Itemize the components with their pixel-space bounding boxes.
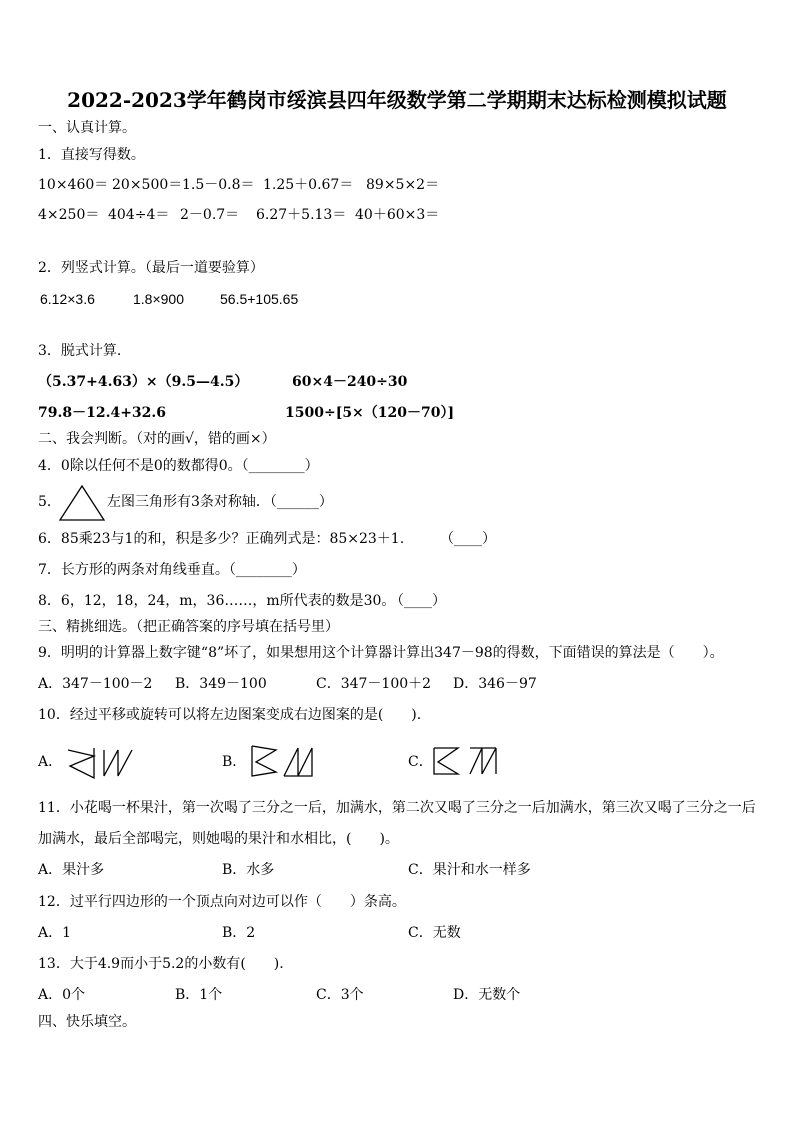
option-a-right-pattern [104, 750, 132, 776]
q3-label: 3．脱式计算. [38, 343, 122, 359]
q8-answer-blank: （____） [390, 593, 446, 609]
q13-option-b: B．1个 [175, 987, 223, 1003]
q10-option-a-figure [64, 744, 138, 782]
option-c-right-pattern [470, 748, 496, 774]
q13-option-c: C．3个 [316, 987, 364, 1003]
q10-option-b-figure [248, 742, 316, 780]
q8-text: 8．6，12，18，24，m，36……，m所代表的数是30。 [38, 593, 396, 609]
q3-item: 79.8－12.4+32.6 [38, 405, 167, 421]
q10-option-b-label: B． [222, 754, 247, 770]
q1-item: 1.5－0.8＝ [182, 177, 255, 193]
option-a-left-pattern [68, 748, 94, 778]
q11-option-c: C．果汁和水一样多 [408, 862, 531, 878]
q9-text: 9．明明的计算器上数字键“8”坏了，如果想用这个计算器计算出347－98的得数，下面错误的算法是（ ）。 [38, 645, 724, 661]
q6-answer-blank: （____） [440, 531, 496, 547]
q1-item: 1.25＋0.67＝ [263, 177, 354, 193]
q4-text: 4．0除以任何不是0的数都得0。（________） [38, 458, 319, 474]
q10-option-c-figure [430, 742, 502, 780]
q9-option-a: A．347－100－2 [38, 676, 153, 692]
q12-option-a: A．1 [38, 925, 72, 941]
page-title: 2022-2023学年鹤岗市绥滨县四年级数学第二学期期末达标检测模拟试题 [67, 88, 727, 112]
q3-item: 60×4－240÷30 [292, 374, 408, 390]
q1-item: 10×460＝ [38, 177, 109, 193]
q3-item: 1500÷[5×（120－70）] [285, 405, 455, 421]
q10-text: 10．经过平移或旋转可以将左边图案变成右边图案的是( ). [38, 707, 422, 723]
q9-option-c: C．347－100＋2 [316, 676, 432, 692]
q2-item: 6.12×3.6 [40, 291, 95, 307]
q7-text: 7．长方形的两条对角线垂直。（________） [38, 562, 306, 578]
q12-option-c: C．无数 [408, 925, 461, 941]
q9-option-b: B．349－100 [175, 676, 267, 692]
q13-option-d: D．无数个 [453, 987, 521, 1003]
q5-number: 5． [38, 494, 61, 510]
q2-item: 56.5+105.65 [220, 291, 299, 307]
q1-label: 1．直接写得数。 [38, 147, 145, 163]
q11-text-line-1: 11．小花喝一杯果汁，第一次喝了三分之一后，加满水，第二次又喝了三分之一后加满水，第三次又喝了三分之一后 [38, 800, 756, 816]
q6-text: 6．85乘23与1的和，积是多少？正确列式是：85×23＋1. [38, 531, 405, 547]
q3-item: （5.37+4.63）×（9.5—4.5） [38, 374, 249, 390]
q12-text: 12．过平行四边形的一个顶点向对边可以作（ ）条高。 [38, 894, 406, 910]
q11-option-a: A．果汁多 [38, 862, 105, 878]
q12-option-b: B．2 [222, 925, 256, 941]
section-3-heading: 三、精挑细选。（把正确答案的序号填在括号里） [38, 619, 339, 635]
triangle-shape [60, 486, 104, 520]
q1-item: 40＋60×3＝ [355, 207, 440, 223]
q1-item: 6.27＋5.13＝ [256, 207, 347, 223]
q9-option-d: D．346－97 [453, 676, 537, 692]
q10-option-a-label: A． [38, 754, 63, 770]
section-4-heading: 四、快乐填空。 [38, 1014, 136, 1030]
option-b-left-pattern [252, 746, 276, 776]
section-1-heading: 一、认真计算。 [38, 120, 136, 136]
option-b-right-pattern [284, 748, 312, 776]
section-2-heading: 二、我会判断。（对的画√，错的画×） [38, 431, 276, 447]
q5-text: 左图三角形有3条对称轴．（______） [107, 494, 333, 510]
option-c-left-pattern [434, 748, 458, 774]
q13-text: 13．大于4.9而小于5.2的小数有( ). [38, 956, 284, 972]
q1-item: 20×500＝ [112, 177, 183, 193]
q2-item: 1.8×900 [133, 291, 184, 307]
q13-option-a: A．0个 [38, 987, 86, 1003]
triangle-figure [58, 484, 106, 522]
q2-label: 2．列竖式计算。（最后一道要验算） [38, 260, 264, 276]
q1-item: 2－0.7＝ [180, 207, 240, 223]
q1-item: 4×250＝ [38, 207, 100, 223]
q11-text-line-2: 加满水，最后全部喝完，则她喝的果汁和水相比，( )。 [38, 831, 399, 847]
q1-item: 404÷4＝ [108, 207, 170, 223]
q11-option-b: B．水多 [222, 862, 275, 878]
q1-item: 89×5×2＝ [366, 177, 440, 193]
q10-option-c-label: C． [408, 754, 433, 770]
